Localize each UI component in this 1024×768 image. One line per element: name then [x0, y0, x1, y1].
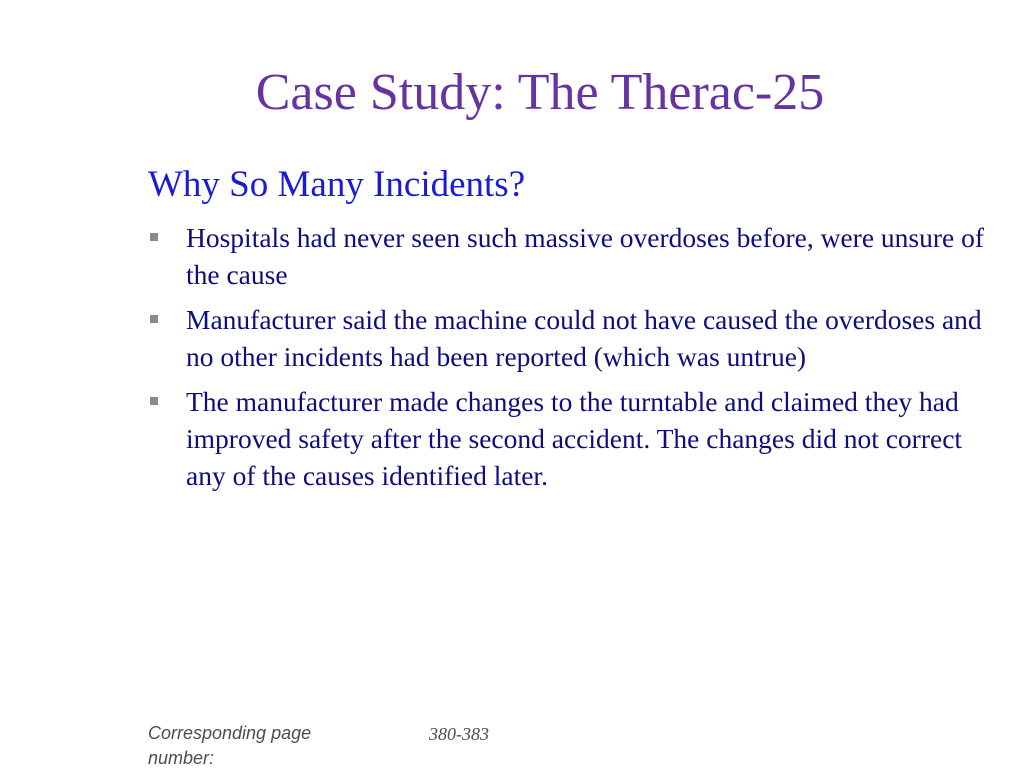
footer-page-label: Corresponding page number: [148, 723, 312, 768]
bullet-list [148, 219, 998, 502]
square-bullet-icon [150, 233, 158, 241]
bullet-item-manufacturer-claim [148, 301, 998, 375]
square-bullet-icon [150, 397, 158, 405]
bullet-item-overdoses [148, 219, 998, 293]
bullet-text: Hospitals had never seen such massive overdoses before, were unsure of the cause [186, 222, 985, 290]
footer-page-range: 380-383 [429, 724, 489, 744]
slide-subtitle: Why So Many Incidents? [148, 164, 526, 205]
bullet-text: Manufacturer said the machine could not have caused the overdoses and no other incidents had been reported (which was untrue) [186, 304, 982, 372]
bullet-text: The manufacturer made changes to the turntable and claimed they had improved safety after the second accident. The changes did not correct any of the causes identified later. [186, 386, 963, 491]
square-bullet-icon [150, 315, 158, 323]
bullet-item-turntable-changes [148, 383, 998, 494]
slide-title: Case Study: The Therac-25 [255, 64, 825, 121]
